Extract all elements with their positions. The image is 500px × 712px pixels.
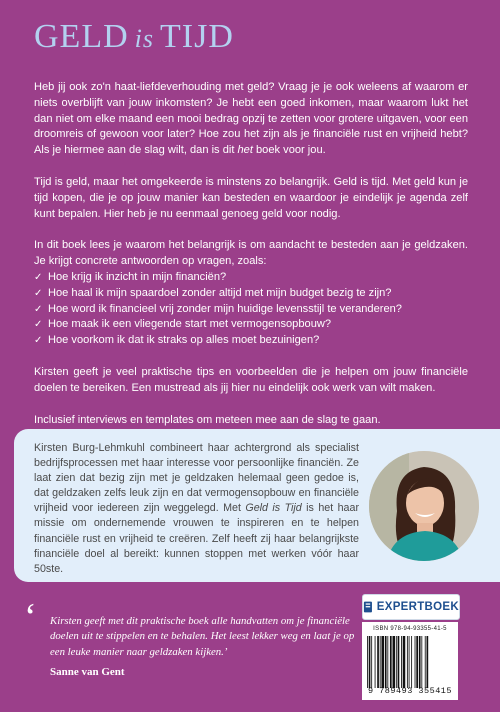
publisher-name: EXPERTBOEK: [376, 601, 459, 613]
publisher-logo: [362, 594, 460, 620]
question-item: ✓ Hoe voorkom ik dat ik straks op alles moet bezuinigen?: [34, 333, 468, 349]
question-item: ✓ Hoe haal ik mijn spaardoel zonder altijd met mijn budget bezig te zijn?: [34, 286, 468, 302]
title-word-tijd: TIJD: [160, 18, 234, 55]
question-list: [34, 270, 468, 349]
author-portrait: [369, 451, 479, 561]
emphasis-het: het: [237, 144, 253, 157]
author-bio-panel: [14, 429, 500, 582]
author-bio-text: Kirsten Burg-Lehmkuhl combineert haar achtergrond als specialist bedrijfsprocessen met haar interesse voor persoonlijke financiën. Ze laat zien dat bezig zijn met je geldzaken helemaal geen gedoe is, dat geldzaken zelfs leuk zijn en dat vermogensopbouw en financiële vrijheid voor iedereen zijn weggelegd. Met Geld is Tijd is het haar missie om ondernemende vrouwen te inspireren en te helpen financiële rust en vrijheid te creëren. Zelf heeft zij haar belangrijkste financiële doel al bereikt: kunnen stoppen met werken vóór haar 50ste.: [34, 442, 360, 575]
barcode-panel: [362, 622, 458, 700]
question-item: ✓ Hoe krijg ik inzicht in mijn financiën?: [34, 270, 468, 286]
book-title-emphasis: Geld is Tijd: [245, 502, 302, 515]
cover-title: [34, 18, 234, 62]
quote-mark: ‘: [24, 596, 37, 638]
barcode-icon: [366, 636, 454, 688]
barcode-digits: 9 789493 355415: [367, 686, 452, 696]
testimonial-author: Sanne van Gent: [50, 666, 125, 678]
blurb-text: [34, 80, 468, 444]
author-portrait-illustration: [369, 451, 479, 561]
blurb-paragraph-4: Kirsten geeft je veel praktische tips en voorbeelden die je helpen om jouw financiële doelen te bereiken. Een mustread als jij hier nu eindelijk ook werk van wilt maken.: [34, 365, 468, 394]
blurb-paragraph-2: Tijd is geld, maar het omgekeerde is minstens zo belangrijk. Geld is tijd. Met geld kun je tijd kopen, die je op jouw manier kan besteden en waardoor je eindelijk je agenda zelf kunt bepalen. Hier heb je nu eenmaal genoeg geld voor nodig.: [34, 175, 468, 220]
question-item: ✓ Hoe word ik financieel vrij zonder mijn huidige levensstijl te veranderen?: [34, 302, 468, 318]
isbn-text: ISBN 978-94-93355-41-5: [373, 626, 447, 632]
blurb-paragraph-5: Inclusief interviews en templates om meteen mee aan de slag te gaan.: [34, 413, 381, 426]
blurb-paragraph-3: In dit boek lees je waarom het belangrijk is om aandacht te besteden aan je geldzaken. Je krijgt concrete antwoorden op vragen, zoals:: [34, 239, 468, 268]
question-item: ✓ Hoe maak ik een vliegende start met vermogensopbouw?: [34, 317, 468, 333]
blurb-paragraph-1: Heb jij ook zo'n haat-liefdeverhouding met geld? Vraag je je ook weleens af waarom er niets overblijft van jouw inkomsten? Je hebt een goed inkomen, maar waarom lukt het dan niet om elke maand een mooi bedrag opzij te zetten voor grotere uitgaven, voor een droomreis of gewoon voor later? Hoe zou het zijn als je financiële rust en vrijheid hebt? Als je hiermee aan de slag wilt, dan is dit het boek voor jou.: [34, 81, 468, 157]
testimonial-quote: Kirsten geeft met dit praktische boek alle handvatten om je financiële doelen uit te stippelen en te behalen. Het leest lekker weg en laat je op een leuke manier naar geldzaken kijken.’: [50, 615, 355, 658]
book-icon: [363, 600, 374, 614]
title-word-geld: GELD: [34, 18, 129, 55]
title-word-is: is: [134, 24, 154, 53]
